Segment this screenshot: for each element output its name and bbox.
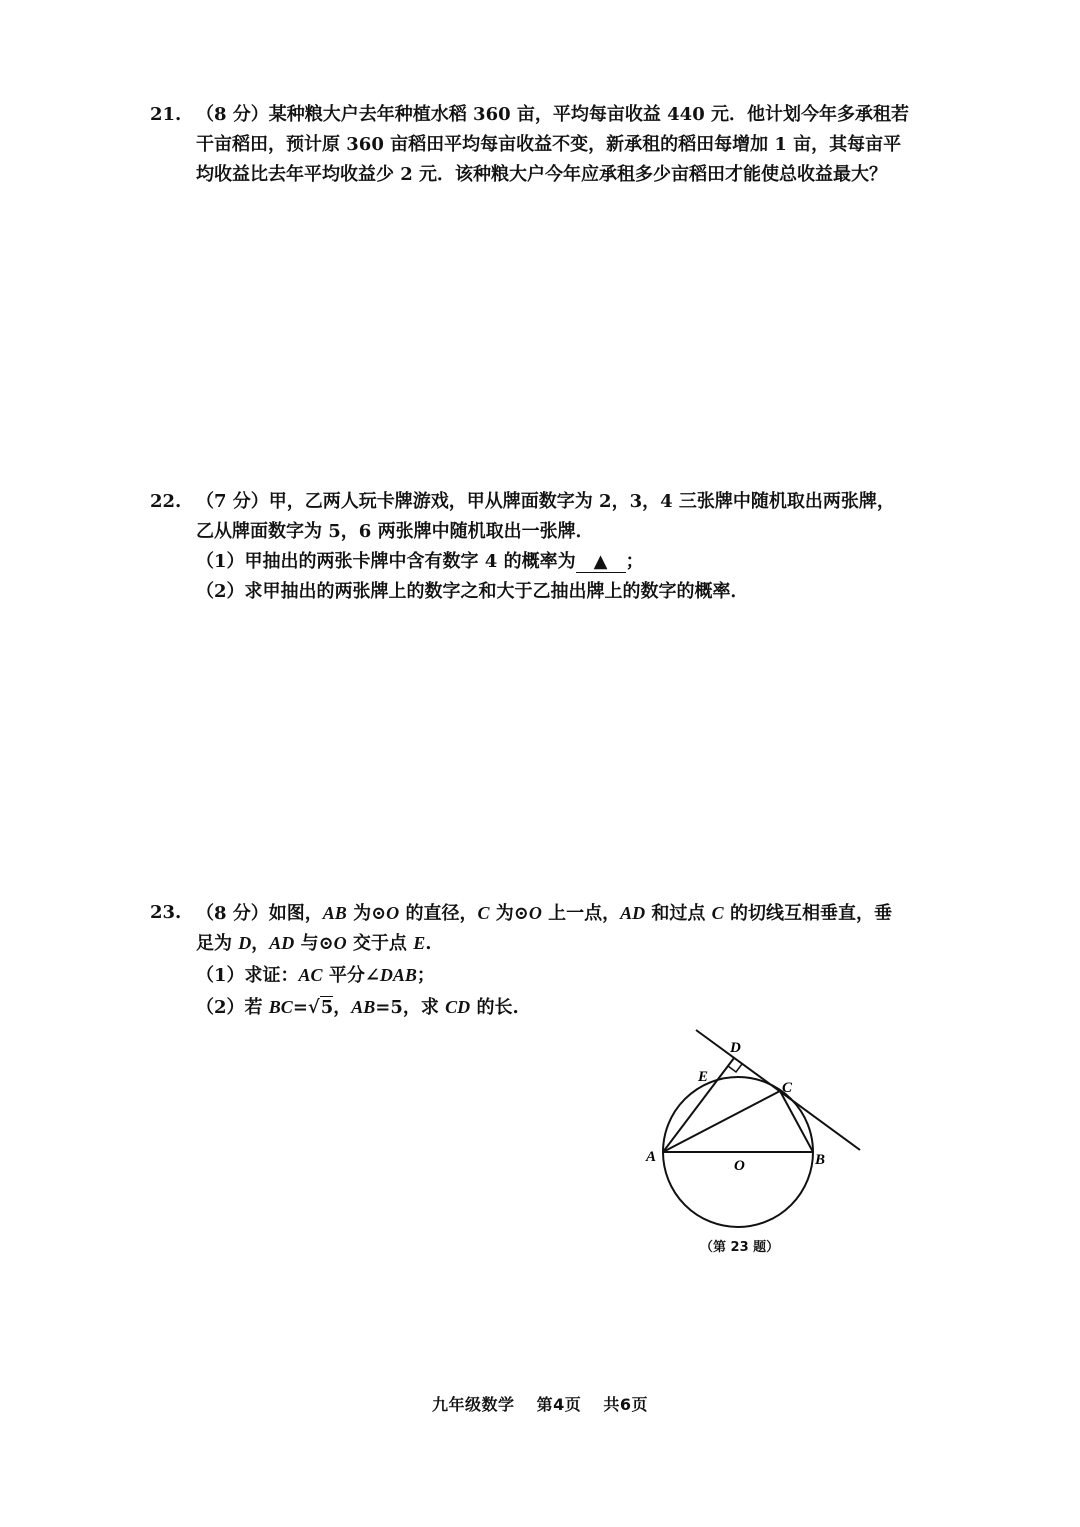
question-text-line: 均收益比去年平均收益少 2 元．该种粮大户今年应承租多少亩稻田才能使总收益最大？ [196, 164, 888, 185]
figure-caption: （第 23 题） [700, 1240, 780, 1255]
question-text-line: （7 分）甲，乙两人玩卡牌游戏，甲从牌面数字为 2，3，4 三张牌中随机取出两张牌， [196, 491, 895, 512]
footer-total: 共6页 [603, 1395, 648, 1414]
segment-bc [780, 1091, 813, 1152]
label-a: A [646, 1149, 657, 1165]
label-o: O [734, 1158, 745, 1174]
answer-blank: ▲ [576, 552, 626, 573]
footer-page: 第4页 [536, 1395, 582, 1414]
question-number: 22. [150, 491, 182, 512]
question-text-line: 乙从牌面数字为 5，6 两张牌中随机取出一张牌． [196, 521, 594, 542]
question-text-line: 干亩稻田，预计原 360 亩稻田平均每亩收益不变，新承租的稻田每增加 1 亩，其每亩平 [196, 134, 902, 155]
segment-ac [663, 1091, 780, 1152]
question-part-1: （1）求证：AC 平分∠DAB； [196, 965, 435, 986]
right-angle-mark [728, 1064, 742, 1072]
question-part-2: （2）若 BC=√5，AB=5，求 CD 的长. [196, 997, 519, 1018]
label-b: B [815, 1152, 826, 1168]
footer-grade: 九年级数学 [432, 1395, 515, 1414]
question-text-line: （8 分）如图，AB 为⊙O 的直径，C 为⊙O 上一点，AD 和过点 C 的切线互相垂直，垂 [196, 903, 892, 924]
question-number: 23. [150, 902, 182, 923]
label-c: C [782, 1080, 793, 1096]
page-footer [0, 1392, 1080, 1415]
part-text: （1）甲抽出的两张卡牌中含有数字 4 的概率为 [196, 551, 576, 572]
part-end: ； [625, 551, 644, 572]
label-d: D [730, 1040, 741, 1056]
geometry-figure [630, 1020, 880, 1270]
label-e: E [698, 1069, 709, 1085]
tangent-line [696, 1030, 860, 1150]
question-text-line: （8 分）某种粮大户去年种植水稻 360 亩，平均每亩收益 440 元．他计划今年多承租若 [196, 104, 910, 125]
circle-diagram [630, 1020, 880, 1270]
question-number: 21. [150, 104, 182, 125]
question-part-2: （2）求甲抽出的两张牌上的数字之和大于乙抽出牌上的数字的概率． [196, 581, 749, 602]
question-part-1 [196, 547, 644, 577]
question-text-line: 足为 D，AD 与⊙O 交于点 E. [196, 933, 432, 954]
